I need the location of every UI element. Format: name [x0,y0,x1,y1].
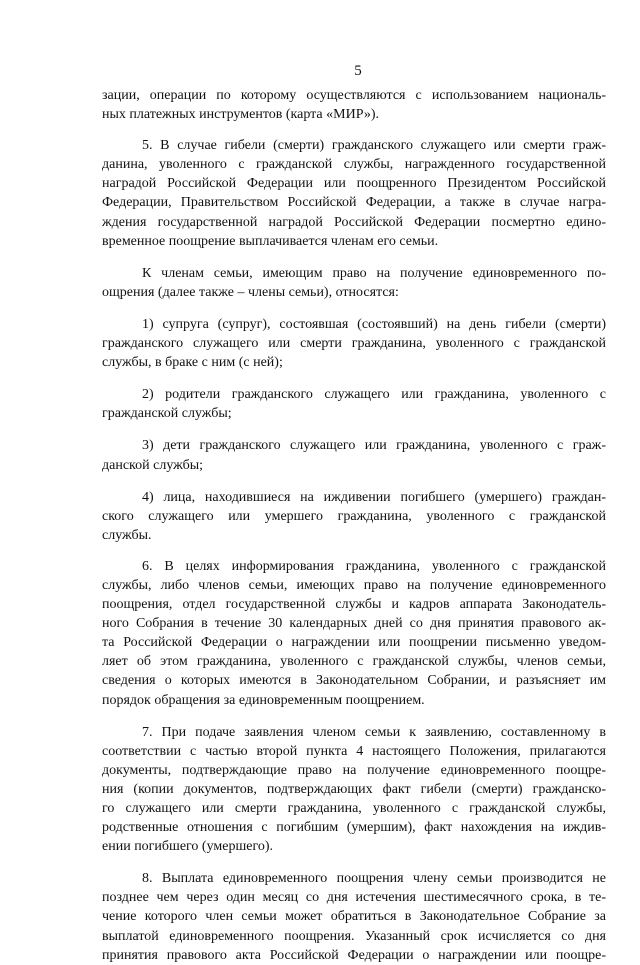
text-line: соответствии с частью второй пункта 4 настоящего Положения, прилагаются [102,743,606,759]
paragraph-spacer [102,251,606,264]
text-line: го служащего или смерти гражданина, уволенного с гражданской службы, [102,801,606,816]
paragraph-continuation [102,86,606,124]
text-line: та Российской Федерации о награждении или поощрении письменно уведом- [102,635,606,651]
paragraph-spacer [102,710,606,723]
text-line: чение которого член семьи может обратиться в Законодательное Собрание за [102,909,606,925]
text-line: К членам семьи, имеющим право на получение единовременного по- [142,265,606,281]
text-line: Федерации, Правительством Российской Федерации, а также в случае награ- [102,195,606,211]
text-line: ния (копии документов, подтверждающих факт гибели (смерти) гражданско- [102,781,606,797]
text-line: данской службы; [102,457,204,473]
paragraph-sub-item-4 [102,488,606,545]
text-line: службы, либо членов семьи, имеющих право на получение единовременного [102,577,606,593]
text-line: поощрения, отдел государственной службы и кадров аппарата Законодатель- [102,597,606,613]
paragraph-sub-item-2 [102,385,606,423]
text-line: 8. Выплата единовременного поощрения члену семьи производится не [142,871,606,887]
paragraph-item-8 [102,869,606,964]
text-line: зации, операции по которому осуществляются с использованием националь- [102,88,606,103]
text-line: 4) лица, находившиеся на иждивении погибшего (умершего) граждан- [142,489,606,505]
paragraph-item-5 [102,136,606,251]
text-line: принятия правового акта Российской Федерации о награждении или поощре- [102,947,606,963]
text-line: ного Собрания в течение 30 календарных дней со дня принятия правового ак- [102,616,606,632]
text-line: гражданской службы; [102,406,232,422]
document-body [102,86,606,965]
paragraph-item-7 [102,723,606,857]
text-line: ского служащего или умершего гражданина, уволенного с гражданской [102,508,606,524]
paragraph-spacer [102,302,606,315]
text-line: выплатой единовременного поощрения. Указанный срок исчисляется со дня [102,928,606,944]
text-line: 6. В целях информирования гражданина, уволенного с гражданской [142,558,606,574]
text-line: позднее чем через один месяц со дня истечения шестимесячного срока, в те- [102,890,606,906]
paragraph-spacer [102,475,606,488]
text-line: наградой Российской Федерации или поощренного Президентом Российской [102,176,606,192]
page-number: 5 [354,63,362,79]
paragraph-sub-item-3 [102,436,606,474]
text-line: 3) дети гражданского служащего или гражданина, уволенного с граж- [142,438,606,454]
text-line: ении погибшего (умершего). [102,839,274,855]
text-line: 7. При подаче заявления членом семьи к заявлению, составленному в [142,724,606,740]
text-line: ждения государственной наградой Российской Федерации посмертно едино- [102,214,606,230]
paragraph-spacer [102,856,606,869]
paragraph-spacer [102,423,606,436]
text-line: 5. В случае гибели (смерти) гражданского служащего или смерти граж- [142,138,606,154]
text-line: ляет об этом гражданина, уволенного с гражданской службы, членов семьи, [102,654,606,670]
text-line: ных платежных инструментов (карта «МИР»). [102,107,379,123]
text-line: гражданского служащего или смерти гражданина, уволенного с гражданской [102,336,606,352]
text-line: данина, уволенного с гражданской службы, награжденного государственной [102,157,606,173]
text-line: 2) родители гражданского служащего или гражданина, уволенного с [142,387,606,403]
text-line: 1) супруга (супруг), состоявшая (состоявший) на день гибели (смерти) [142,316,606,332]
paragraph-family-intro [102,264,606,302]
text-line: родственные отношения с погибшим (умершим), факт нахождения на иждив- [102,820,606,836]
text-line: ощрения (далее также – члены семьи), относятся: [102,284,399,300]
paragraph-spacer [102,124,606,136]
paragraph-item-6 [102,557,606,710]
text-line: службы, в браке с ним (с ней); [102,355,283,371]
text-line: сведения о которых имеются в Законодательном Собрании, и разъясняет им [102,673,606,689]
paragraph-spacer [102,372,606,385]
text-line: временное поощрение выплачивается членам его семьи. [102,233,439,249]
paragraph-spacer [102,545,606,557]
text-line: порядок обращения за единовременным поощрением. [102,692,425,708]
text-line: документы, подтверждающие право на получение единовременного поощре- [102,762,606,778]
paragraph-sub-item-1 [102,315,606,372]
text-line: службы. [102,527,152,543]
